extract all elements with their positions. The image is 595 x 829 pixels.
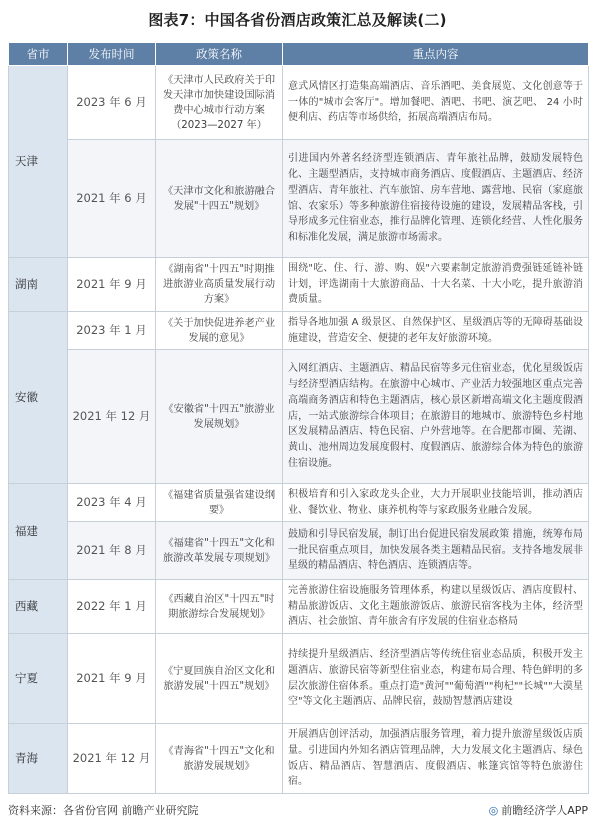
date-cell: 2021 年 6 月: [68, 140, 156, 258]
province-cell: 青海: [9, 724, 68, 794]
date-cell: 2022 年 1 月: [68, 580, 156, 634]
policy-table: [8, 42, 589, 794]
table-row: [9, 522, 589, 580]
policy-cell: 《湖南省"十四五"时期推进旅游业高质量发展行动方案》: [156, 258, 283, 312]
date-cell: 2023 年 6 月: [68, 66, 156, 140]
content-cell: 鼓励和引导民宿发展，制订出台促进民宿发展政策 措施，统筹布局一批民宿重点项目，加快发展各类主题精品民宿。支持各地发展非星级的精品酒店、特色酒店、连锁酒店等。: [283, 522, 589, 580]
content-cell: 完善旅游住宿设施服务管理体系，构建以星级饭店、酒店度假村、精品旅游饭店、文化主题旅游饭店、旅游民宿客栈为主体，经济型酒店、社会旅馆、青年旅舍有序发展的住宿业态格局: [283, 580, 589, 634]
header-province: 省市: [9, 43, 68, 66]
policy-cell: 《宁夏回族自治区文化和旅游发展"十四五"规划》: [156, 634, 283, 724]
table-row: [9, 140, 589, 258]
policy-cell: 《天津市文化和旅游融合发展"十四五"规划》: [156, 140, 283, 258]
table-row: [9, 484, 589, 522]
policy-cell: 《天津市人民政府关于印发天津市加快建设国际消费中心城市行动方案（2023—2027 年）: [156, 66, 283, 140]
date-cell: 2021 年 9 月: [68, 258, 156, 312]
header-policy: 政策名称: [156, 43, 283, 66]
province-cell: 福建: [9, 484, 68, 580]
date-cell: 2021 年 9 月: [68, 634, 156, 724]
policy-cell: 《青海省"十四五"文化和旅游发展规划》: [156, 724, 283, 794]
page-title: 图表7：中国各省份酒店政策汇总及解读(二): [148, 11, 447, 29]
table-row: [9, 634, 589, 724]
header-date: 发布时间: [68, 43, 156, 66]
header-content: 重点内容: [283, 43, 589, 66]
content-cell: 指导各地加强 A 级景区、自然保护区、星级酒店等的无障碍基础设施建设，营造安全、便捷的老年友好旅游环境。: [283, 312, 589, 350]
content-cell: 持续提升星级酒店、经济型酒店等传统住宿业态品质，积极开发主题酒店、旅游民宿等新型住宿业态，构建布局合理、特色鲜明的多层次旅游住宿体系。重点打造"黄河""葡萄酒""枸杞""长城""大漠星空"等文化主题酒店、品牌民宿，鼓励智慧酒店建设: [283, 634, 589, 724]
table-row: [9, 66, 589, 140]
content-cell: 围绕"吃、住、行、游、购、娱"六要素制定旅游消费强链延链补链计划，评选湖南十大旅游商品、十大名菜、十大小吃，提升旅游消费质量。: [283, 258, 589, 312]
policy-cell: 《关于加快促进养老产业发展的意见》: [156, 312, 283, 350]
table-row: [9, 580, 589, 634]
date-cell: 2023 年 4 月: [68, 484, 156, 522]
date-cell: 2021 年 12 月: [68, 724, 156, 794]
content-cell: 意式风情区打造集高端酒店、音乐酒吧、美食展览、文化创意等于一体的"城市会客厅"。增加餐吧、酒吧、书吧、演艺吧、 24 小时便利店、药店等市场供给，拓展高端酒店布局。: [283, 66, 589, 140]
content-cell: 积极培育和引入家政龙头企业，大力开展职业技能培训，推动酒店业、餐饮业、物业、康养机构等与家政服务业融合发展。: [283, 484, 589, 522]
table-row: [9, 350, 589, 484]
content-cell: 开展酒店创评活动，加强酒店服务管理，着力提升旅游星级饭店质量。引进国内外知名酒店管理品牌，大力发展文化主题酒店、绿色饭店、精品酒店、智慧酒店、度假酒店、帐篷宾馆等特色旅游住宿。: [283, 724, 589, 794]
table-row: [9, 724, 589, 794]
policy-cell: 《安徽省"十四五"旅游业发展规划》: [156, 350, 283, 484]
brand-logo-icon: ◎: [488, 804, 499, 817]
province-cell: 宁夏: [9, 634, 68, 724]
content-cell: 入网红酒店、主题酒店、精品民宿等多元住宿业态，优化星级饭店与经济型酒店结构。在旅游中心城市、产业活力较强地区重点完善高端商务酒店和特色主题酒店，核心景区新增高端文化主题度假酒店，一站式旅游综合体项目；在旅游目的地城市、旅游特色乡村地区发展精品酒店、特色民宿、户外营地等。在合肥都市圈、芜湖、黄山、池州周边发展度假村、度假酒店、旅游综合体为特色的旅游住宿设施。: [283, 350, 589, 484]
brand-credit: [489, 802, 588, 818]
date-cell: 2021 年 8 月: [68, 522, 156, 580]
policy-cell: 《福建省"十四五"文化和旅游改革发展专项规划》: [156, 522, 283, 580]
table-header-row: [9, 43, 589, 66]
date-cell: 2021 年 12 月: [68, 350, 156, 484]
policy-cell: 《福建省质量强省建设纲要》: [156, 484, 283, 522]
source-note: 资料来源：各省份官网 前瞻产业研究院: [8, 804, 199, 817]
table-row: [9, 258, 589, 312]
brand-name: 前瞻经济学人APP: [501, 804, 588, 817]
content-cell: 引进国内外著名经济型连锁酒店、青年旅社品牌，鼓励发展特色化、主题型酒店，支持城市商务酒店、度假酒店、主题酒店、经济型酒店、青年旅社、汽车旅馆、房车营地、露营地、民宿（家庭旅馆、农家乐）等多种旅游住宿接待设施的建设，发展精品客栈，引导形成多元住宿业态，推行品牌化管理、连锁化经营、人性化服务和标准化发展，满足旅游市场需求。: [283, 140, 589, 258]
province-cell: 西藏: [9, 580, 68, 634]
policy-cell: 《西藏自治区"十四五"时期旅游综合发展规划》: [156, 580, 283, 634]
province-cell: 安徽: [9, 312, 68, 484]
table-row: [9, 312, 589, 350]
province-cell: 天津: [9, 66, 68, 258]
province-cell: 湖南: [9, 258, 68, 312]
date-cell: 2023 年 1 月: [68, 312, 156, 350]
